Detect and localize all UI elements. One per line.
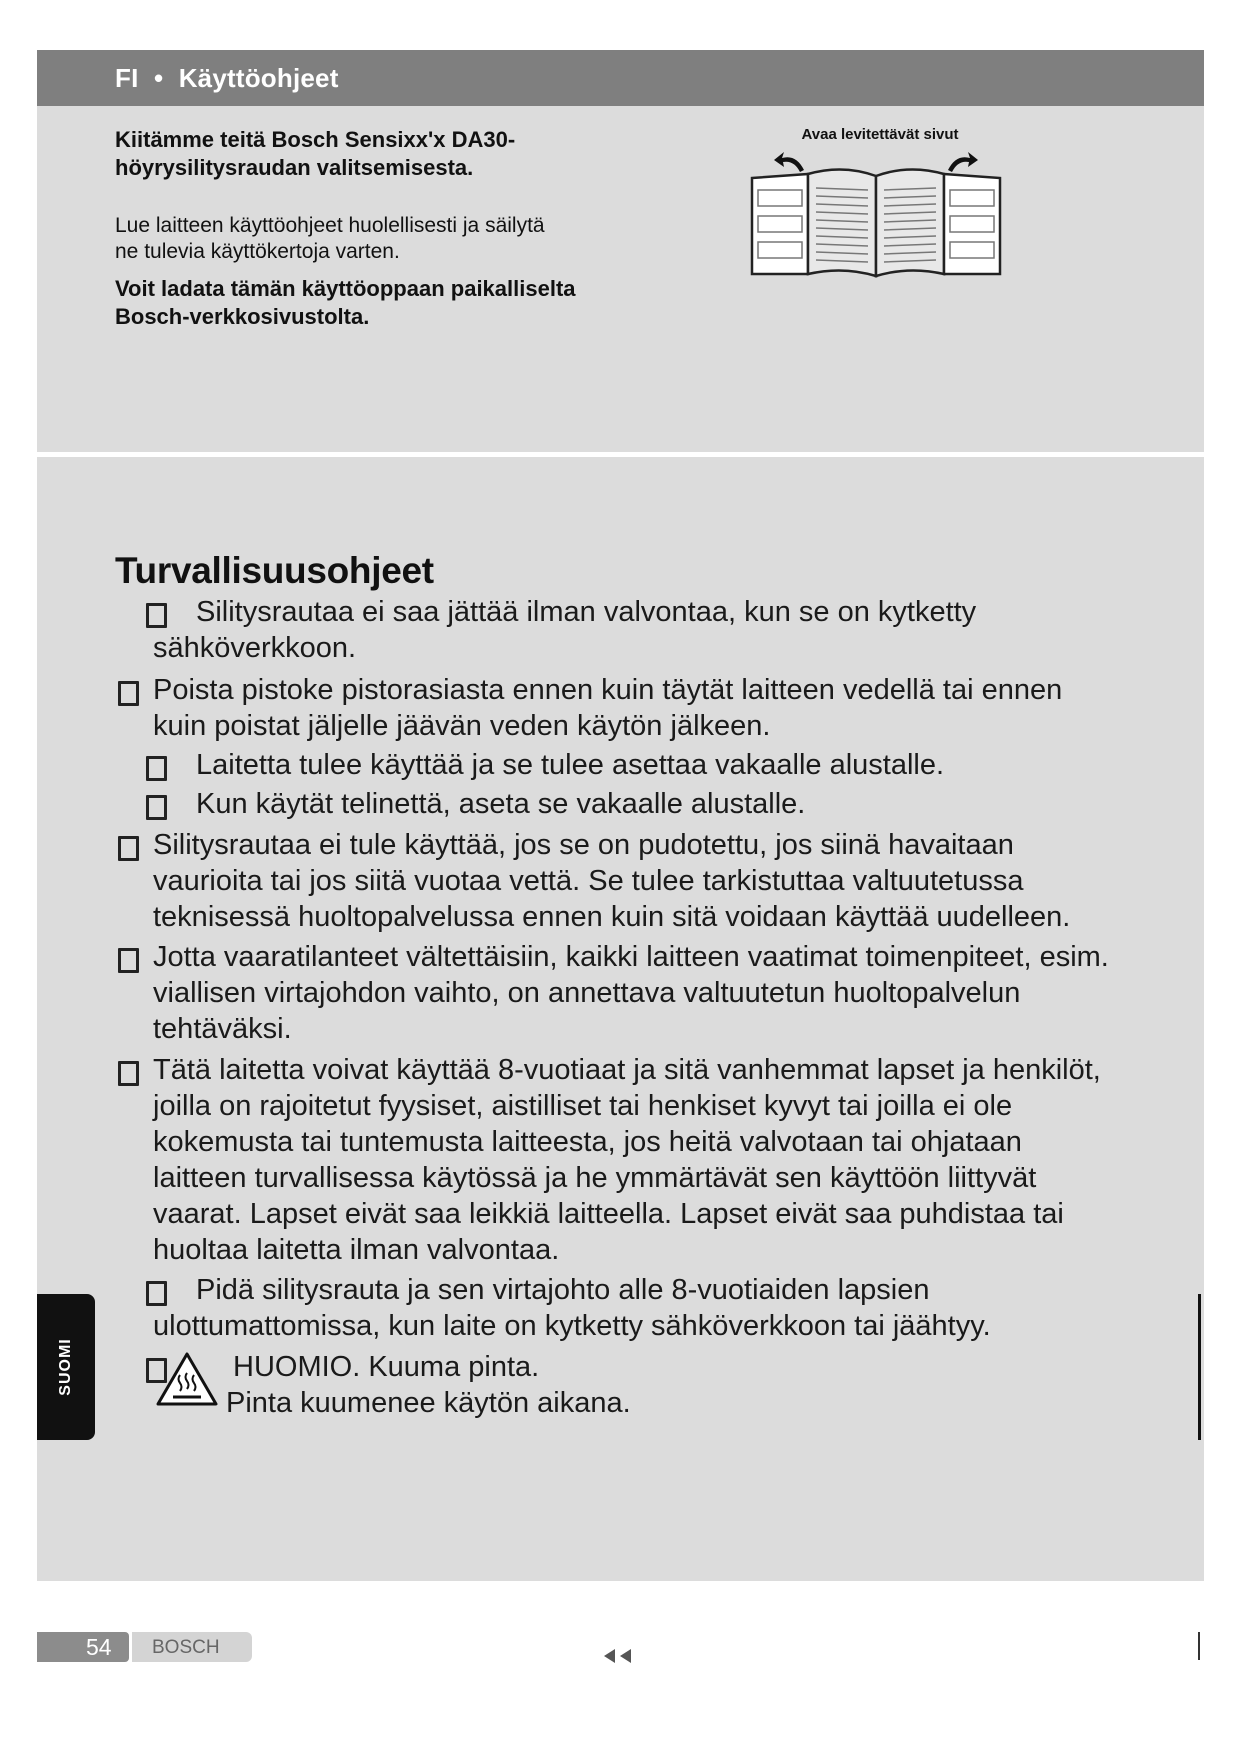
safety-item: ulottumattomissa, kun laite on kytketty sähköverkkoon tai jäähtyy. <box>153 1310 991 1342</box>
safety-item: sähköverkkoon. <box>153 632 357 664</box>
safety-item: vaurioita tai jos siitä vuotaa vettä. Se tulee tarkistuttaa valtuutetussa <box>153 865 1024 897</box>
thanks-text: Kiitämme teitä Bosch Sensixx'x DA30- höyrysilitysraudan valitsemisesta. <box>115 127 516 180</box>
checkbox-bullet-icon <box>146 603 167 628</box>
safety-item: Pidä silitysrauta ja sen virtajohto alle 8-vuotiaiden lapsien <box>196 1274 930 1306</box>
safety-item: vaarat. Lapset eivät saa leikkiä laitteella. Lapset eivät saa puhdistaa tai <box>153 1198 1064 1230</box>
header-title: FI • Käyttöohjeet <box>115 63 339 93</box>
safety-title: Turvallisuusohjeet <box>115 550 434 591</box>
safety-item: Tätä laitetta voivat käyttää 8-vuotiaat ja sitä vanhemmat lapset ja henkilöt, <box>153 1054 1101 1086</box>
download-note: Voit ladata tämän käyttöoppaan paikalliselta Bosch-verkkosivustolta. <box>115 276 576 329</box>
checkbox-bullet-icon <box>146 1281 167 1306</box>
safety-item: HUOMIO. Kuuma pinta. <box>233 1351 540 1383</box>
safety-item: Kun käytät telinettä, aseta se vakaalle alustalle. <box>196 788 806 820</box>
safety-item: teknisessä huoltopalvelussa ennen kuin sitä voidaan käyttää uudelleen. <box>153 901 1071 933</box>
safety-item: Poista pistoke pistorasiasta ennen kuin täytät laitteen vedellä tai ennen <box>153 674 1063 706</box>
read-instructions-note: Lue laitteen käyttöohjeet huolellisesti ja säilytä ne tulevia käyttökertoja varten. <box>115 214 545 263</box>
fold-out-caption: Avaa levitettävät sivut <box>801 126 959 143</box>
side-tab-label: SUOMI <box>57 1338 74 1396</box>
checkbox-bullet-icon <box>146 756 167 781</box>
double-left-arrow-icon[interactable] <box>603 1648 633 1664</box>
safety-item: huoltaa laitetta ilman valvontaa. <box>153 1234 560 1266</box>
safety-item: laitteen turvallisessa käytössä ja he ymmärtävät sen käyttöön liittyvät <box>153 1162 1037 1194</box>
safety-item: Jotta vaaratilanteet vältettäisiin, kaikki laitteen vaatimat toimenpiteet, esim. <box>153 941 1109 973</box>
safety-item: tehtäväksi. <box>153 1013 292 1045</box>
safety-item: Pinta kuumenee käytön aikana. <box>226 1387 631 1419</box>
safety-item: kokemusta tai tuntemusta laitteesta, jos heitä valvotaan tai ohjataan <box>153 1126 1022 1158</box>
checkbox-bullet-icon <box>118 836 139 861</box>
page-number: 54 <box>86 1634 112 1660</box>
fold-out-pages-icon <box>748 150 1004 280</box>
checkbox-bullet-icon <box>118 1061 139 1086</box>
safety-item: joilla on rajoitetut fyysiset, aistilliset tai henkiset kyvyt tai joilla ei ole <box>153 1090 1013 1122</box>
safety-item: viallisen virtajohdon vaihto, on annettava valtuutetun huoltopalvelun <box>153 977 1021 1009</box>
safety-item: Silitysrautaa ei tule käyttää, jos se on pudotettu, jos siinä havaitaan <box>153 829 1014 861</box>
checkbox-bullet-icon <box>118 948 139 973</box>
page-number-box <box>37 1632 129 1662</box>
brand-label: BOSCH <box>152 1637 220 1658</box>
footer-edge-marker <box>1198 1632 1200 1660</box>
checkbox-bullet-icon <box>146 795 167 820</box>
checkbox-bullet-icon <box>118 681 139 706</box>
safety-item: Silitysrautaa ei saa jättää ilman valvontaa, kun se on kytketty <box>196 596 977 628</box>
safety-item: kuin poistat jäljelle jäävän veden käytön jälkeen. <box>153 710 771 742</box>
right-edge-marker <box>1198 1294 1201 1440</box>
safety-item: Laitetta tulee käyttää ja se tulee asettaa vakaalle alustalle. <box>196 749 945 781</box>
hot-surface-warning-icon <box>155 1351 219 1407</box>
